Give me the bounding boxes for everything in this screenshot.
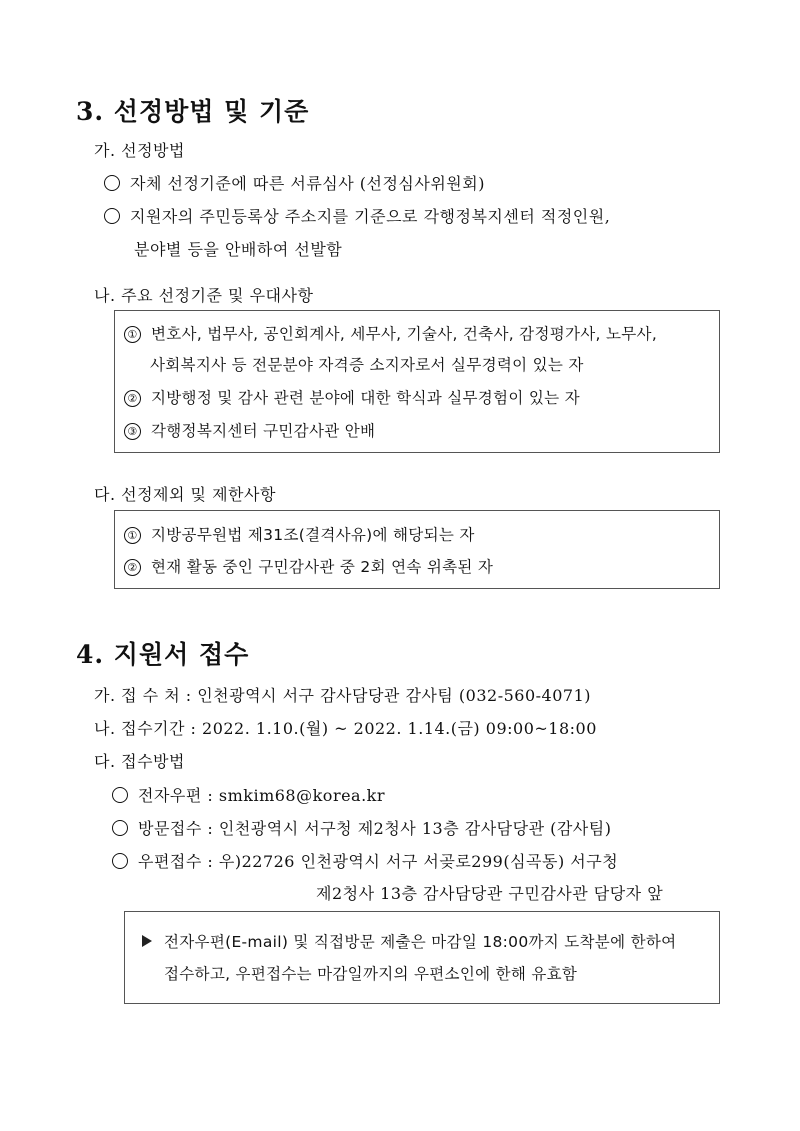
circle-bullet-icon — [104, 175, 120, 191]
s3-da-label: 다. 선정제외 및 제한사항 — [94, 485, 276, 504]
section-3-title: 3. 선정방법 및 기준 — [76, 97, 310, 126]
s3-na-item-1: ① 변호사, 법무사, 공인회계사, 세무사, 기술사, 건축사, 감정평가사, 노무사, — [124, 322, 657, 344]
circle-bullet-icon — [104, 208, 120, 224]
number-1-icon: ① — [124, 527, 141, 544]
s3-na-item-2: ② 지방행정 및 감사 관련 분야에 대한 학식과 실무경험이 있는 자 — [124, 386, 580, 408]
s3-ga-item-2-cont: 분야별 등을 안배하여 선발함 — [134, 240, 343, 259]
s3-na-label: 나. 주요 선정기준 및 우대사항 — [94, 286, 314, 305]
s4-na-line: 나. 접수기간 : 2022. 1.10.(월) ~ 2022. 1.14.(금) 09:00~18:00 — [94, 719, 597, 738]
s3-da-item-1: ① 지방공무원법 제31조(결격사유)에 해당되는 자 — [124, 523, 475, 545]
s3-ga-item-2: 지원자의 주민등록상 주소지를 기준으로 각행정복지센터 적정인원, — [104, 204, 610, 227]
s3-na-item-1-cont: 사회복지사 등 전문분야 자격증 소지자로서 실무경력이 있는 자 — [150, 356, 584, 374]
s3-na-item-3: ③ 각행정복지센터 구민감사관 안배 — [124, 419, 375, 441]
s3-ga-item-1: 자체 선정기준에 따른 서류심사 (선정심사위원회) — [104, 171, 485, 194]
circle-bullet-icon — [112, 853, 128, 869]
s4-da-item-1: 전자우편 : smkim68@korea.kr — [112, 783, 385, 806]
s4-ga-line: 가. 접 수 처 : 인천광역시 서구 감사담당관 감사팀 (032-560-4071) — [94, 686, 592, 705]
number-2-icon: ② — [124, 559, 141, 576]
number-1-icon: ① — [124, 326, 141, 343]
s3-da-box — [114, 510, 720, 589]
s3-da-item-2: ② 현재 활동 중인 구민감사관 중 2회 연속 위촉된 자 — [124, 555, 493, 577]
s4-note-box — [124, 911, 720, 1004]
circle-bullet-icon — [112, 820, 128, 836]
circle-bullet-icon — [112, 787, 128, 803]
section-4-title: 4. 지원서 접수 — [76, 640, 250, 669]
s4-da-item-2: 방문접수 : 인천광역시 서구청 제2청사 13층 감사담당관 (감사팀) — [112, 816, 611, 839]
s4-da-label: 다. 접수방법 — [94, 752, 185, 771]
s4-da-item-3: 우편접수 : 우)22726 인천광역시 서구 서곶로299(심곡동) 서구청 — [112, 849, 618, 872]
s4-da-item-3-cont: 제2청사 13층 감사담당관 구민감사관 담당자 앞 — [316, 884, 664, 903]
s3-ga-label: 가. 선정방법 — [94, 141, 185, 160]
s4-note-line-1: 전자우편(E-mail) 및 직접방문 제출은 마감일 18:00까지 도착분에 한하여 — [142, 930, 676, 952]
s4-note-line-2: 접수하고, 우편접수는 마감일까지의 우편소인에 한해 유효함 — [164, 965, 578, 983]
number-2-icon: ② — [124, 390, 141, 407]
number-3-icon: ③ — [124, 423, 141, 440]
triangle-bullet-icon — [142, 935, 152, 947]
